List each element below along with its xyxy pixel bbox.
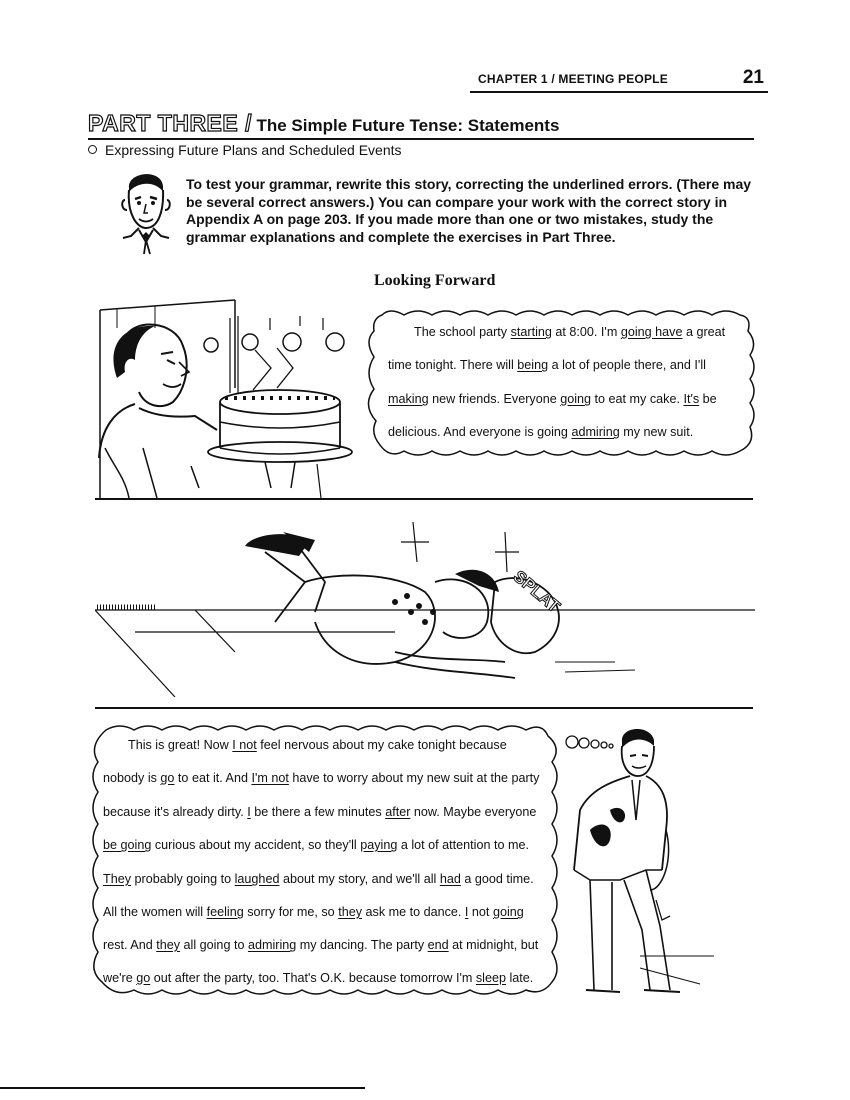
bullet-icon <box>88 145 97 154</box>
splat-text: SPLAT <box>509 566 564 617</box>
story2-line-5: They probably going to laughed about my story, and we'll all had a good time. <box>103 872 534 886</box>
story2-line-1: This is great! Now I not feel nervous about my cake tonight because <box>128 738 507 752</box>
instructor-face-icon <box>117 166 173 256</box>
header-rule <box>470 91 768 93</box>
running-header <box>470 68 770 90</box>
story2-line-8: we're go out after the party, too. That's O.K. because tomorrow I'm sleep late. <box>103 971 534 985</box>
man-thinking-illustration <box>550 720 720 1005</box>
part-title-main: PART THREE / <box>88 110 253 136</box>
story2-line-7: rest. And they all going to admiring my dancing. The party end at midnight, but <box>103 938 539 952</box>
story2-line-4: be going curious about my accident, so they'll paying a lot of attention to me. <box>103 838 529 852</box>
story1-line-2: time tonight. There will being a lot of people there, and I'll <box>388 358 706 372</box>
story-cloud-bottom <box>86 720 566 1002</box>
subtitle-text: Expressing Future Plans and Scheduled Events <box>105 142 402 158</box>
man-with-cake-illustration <box>95 298 365 498</box>
story1-line-1: The school party starting at 8:00. I'm going have a great <box>414 325 726 339</box>
thought-cloud-border <box>86 720 566 1002</box>
divider-rule <box>95 498 753 500</box>
title-rule <box>88 138 754 140</box>
chapter-label: CHAPTER 1 / MEETING PEOPLE <box>478 72 668 86</box>
story2-line-2: nobody is go to eat it. And I'm not have to worry about my new suit at the party <box>103 771 540 785</box>
story1-line-3: making new friends. Everyone going to eat my cake. It's be <box>388 392 717 406</box>
page-number: 21 <box>742 67 764 88</box>
story2-line-3: because it's already dirty. I be there a few minutes after now. Maybe everyone <box>103 805 537 819</box>
section-subtitle <box>88 142 402 158</box>
man-falling-illustration <box>95 512 755 697</box>
story-title: Looking Forward <box>374 272 496 289</box>
story2-line-6: All the women will feeling sorry for me, so they ask me to dance. I not going <box>103 905 524 919</box>
instructions-text: To test your grammar, rewrite this story, correcting the underlined errors. (There may be several correct answers.) You can compare your work with the correct story in Appendix A on page 203. If you made more than one or two mistakes, study the grammar explanations and complete the exercises in Part Three. <box>186 176 752 245</box>
divider-rule <box>95 707 753 709</box>
footer-rule <box>0 1087 365 1089</box>
story1-line-4: delicious. And everyone is going admiring my new suit. <box>388 425 694 439</box>
story-cloud-top <box>360 305 760 467</box>
part-title-sub: The Simple Future Tense: Statements <box>256 116 560 135</box>
